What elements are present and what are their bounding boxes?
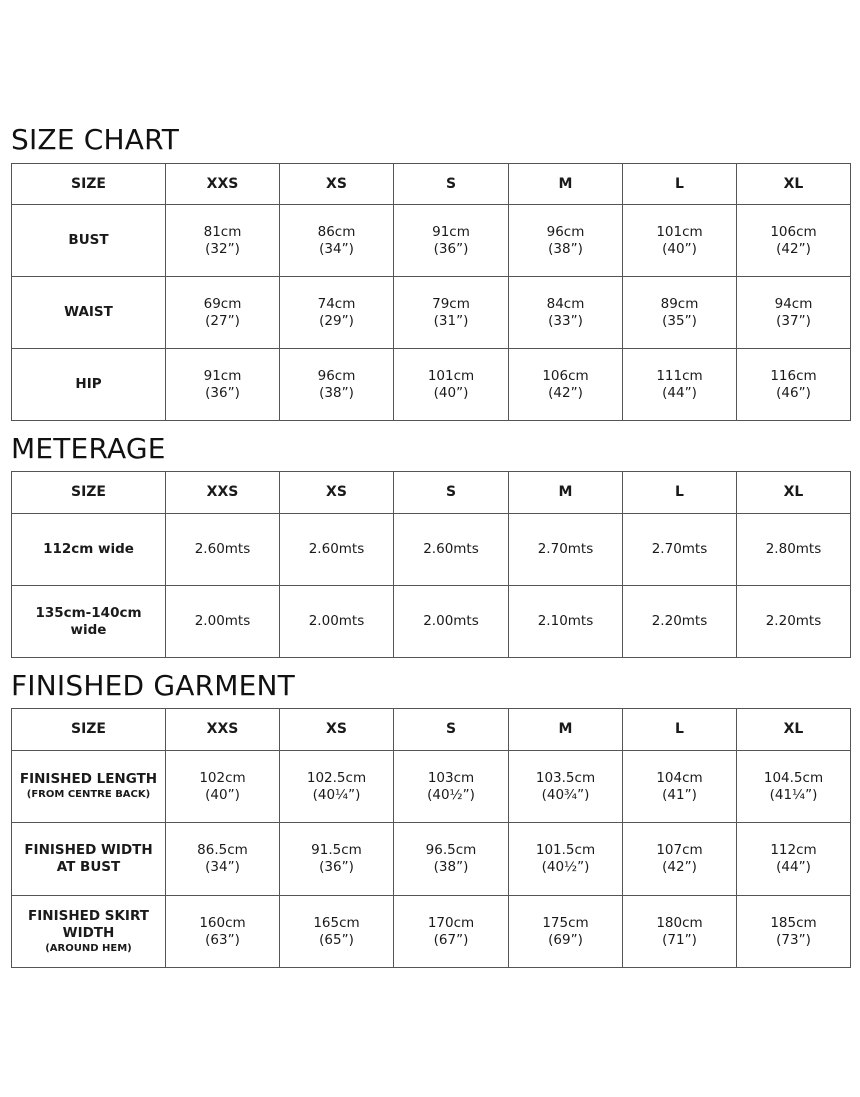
- table-cell: 103.5cm (40¾”): [509, 751, 623, 823]
- table-cell: 180cm (71”): [623, 896, 737, 968]
- table-cell: 2.00mts: [394, 586, 509, 658]
- table-cell: 104.5cm (41¼”): [737, 751, 851, 823]
- header-cell: L: [623, 164, 737, 205]
- table-cell: 96cm (38”): [280, 349, 394, 421]
- table-cell: 79cm (31”): [394, 277, 509, 349]
- table-cell: 2.60mts: [280, 514, 394, 586]
- row-label: FINISHED LENGTH (FROM CENTRE BACK): [12, 751, 166, 823]
- table-cell: 175cm (69”): [509, 896, 623, 968]
- table-cell: 81cm (32”): [166, 205, 280, 277]
- header-cell: S: [394, 164, 509, 205]
- finished-garment-table: [11, 708, 851, 968]
- table-row: [12, 823, 851, 896]
- table-cell: 2.60mts: [166, 514, 280, 586]
- table-cell: 2.80mts: [737, 514, 851, 586]
- table-cell: 101.5cm (40½”): [509, 823, 623, 896]
- header-cell: XS: [280, 164, 394, 205]
- header-cell: SIZE: [12, 164, 166, 205]
- header-cell: M: [509, 472, 623, 514]
- row-label: FINISHED SKIRT WIDTH (AROUND HEM): [12, 896, 166, 968]
- header-cell: SIZE: [12, 709, 166, 751]
- table-cell: 112cm (44”): [737, 823, 851, 896]
- header-cell: XXS: [166, 164, 280, 205]
- header-cell: XL: [737, 164, 851, 205]
- header-cell: S: [394, 472, 509, 514]
- table-row: [12, 896, 851, 968]
- row-label: HIP: [12, 349, 166, 421]
- table-row: [12, 586, 851, 658]
- table-cell: 106cm (42”): [509, 349, 623, 421]
- row-label: BUST: [12, 205, 166, 277]
- table-cell: 2.20mts: [623, 586, 737, 658]
- table-cell: 69cm (27”): [166, 277, 280, 349]
- table-cell: 91cm (36”): [166, 349, 280, 421]
- header-cell: S: [394, 709, 509, 751]
- table-cell: 165cm (65”): [280, 896, 394, 968]
- row-label: WAIST: [12, 277, 166, 349]
- table-cell: 106cm (42”): [737, 205, 851, 277]
- header-cell: XXS: [166, 472, 280, 514]
- meterage-title: METERAGE: [11, 432, 166, 465]
- table-cell: 2.00mts: [280, 586, 394, 658]
- table-row: [12, 349, 851, 421]
- table-cell: 116cm (46”): [737, 349, 851, 421]
- header-cell: XXS: [166, 709, 280, 751]
- header-cell: XS: [280, 709, 394, 751]
- table-cell: 74cm (29”): [280, 277, 394, 349]
- table-cell: 111cm (44”): [623, 349, 737, 421]
- meterage-table: [11, 471, 851, 658]
- table-row: [12, 751, 851, 823]
- table-cell: 185cm (73”): [737, 896, 851, 968]
- row-label: FINISHED WIDTH AT BUST: [12, 823, 166, 896]
- table-cell: 86cm (34”): [280, 205, 394, 277]
- header-cell: L: [623, 472, 737, 514]
- table-cell: 91cm (36”): [394, 205, 509, 277]
- table-row: [12, 514, 851, 586]
- header-cell: SIZE: [12, 472, 166, 514]
- table-cell: 101cm (40”): [623, 205, 737, 277]
- table-cell: 96cm (38”): [509, 205, 623, 277]
- table-row: [12, 277, 851, 349]
- table-cell: 2.70mts: [623, 514, 737, 586]
- size-chart-title: SIZE CHART: [11, 123, 180, 156]
- finished-garment-header-row: [12, 709, 851, 751]
- table-cell: 101cm (40”): [394, 349, 509, 421]
- table-cell: 2.60mts: [394, 514, 509, 586]
- table-cell: 2.20mts: [737, 586, 851, 658]
- header-cell: XL: [737, 472, 851, 514]
- table-row: [12, 205, 851, 277]
- table-cell: 160cm (63”): [166, 896, 280, 968]
- size-chart-table: [11, 163, 851, 421]
- row-label: 112cm wide: [12, 514, 166, 586]
- header-cell: M: [509, 709, 623, 751]
- table-cell: 102.5cm (40¼”): [280, 751, 394, 823]
- table-cell: 103cm (40½”): [394, 751, 509, 823]
- table-cell: 94cm (37”): [737, 277, 851, 349]
- table-cell: 170cm (67”): [394, 896, 509, 968]
- table-cell: 2.00mts: [166, 586, 280, 658]
- table-cell: 96.5cm (38”): [394, 823, 509, 896]
- header-cell: XL: [737, 709, 851, 751]
- row-label: 135cm-140cm wide: [12, 586, 166, 658]
- header-cell: M: [509, 164, 623, 205]
- table-cell: 84cm (33”): [509, 277, 623, 349]
- table-cell: 2.10mts: [509, 586, 623, 658]
- table-cell: 107cm (42”): [623, 823, 737, 896]
- header-cell: L: [623, 709, 737, 751]
- header-cell: XS: [280, 472, 394, 514]
- table-cell: 102cm (40”): [166, 751, 280, 823]
- finished-garment-title: FINISHED GARMENT: [11, 669, 295, 702]
- table-cell: 89cm (35”): [623, 277, 737, 349]
- table-cell: 91.5cm (36”): [280, 823, 394, 896]
- table-cell: 104cm (41”): [623, 751, 737, 823]
- meterage-header-row: [12, 472, 851, 514]
- table-cell: 86.5cm (34”): [166, 823, 280, 896]
- table-cell: 2.70mts: [509, 514, 623, 586]
- size-chart-header-row: [12, 164, 851, 205]
